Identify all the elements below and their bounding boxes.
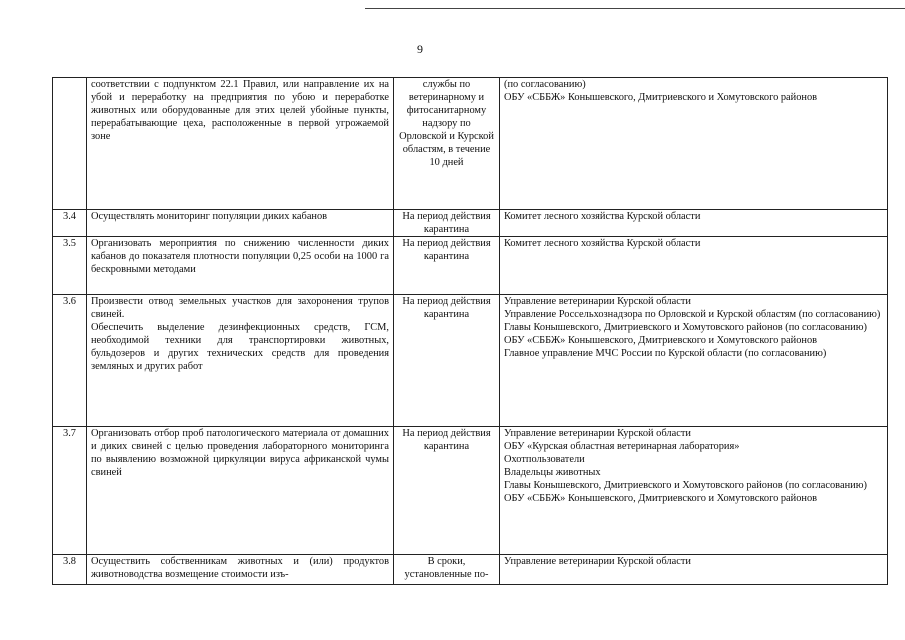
measures-table bbox=[52, 77, 888, 585]
action-cell bbox=[87, 555, 394, 585]
responsible-line: Главное управление МЧС России по Курской области (по согласованию) bbox=[504, 348, 827, 359]
responsible-line: Охотпользователи bbox=[504, 454, 585, 465]
responsible-line: Главы Конышевского, Дмитриевского и Хомутовского районов (по согласованию) bbox=[504, 480, 867, 491]
action-text: Организовать отбор проб патологического материала от домашних и диких свиней с целью проведения лабораторного мониторинга по выявлению возможной циркуляции вируса африканской чумы свиней bbox=[91, 428, 389, 478]
page-number: 9 bbox=[417, 42, 423, 56]
term-cell: На период действия карантина bbox=[394, 237, 500, 295]
action-text: Организовать мероприятия по снижению численности диких кабанов до показателя плотности популяции 0,25 особи на 1000 га бескровными методами bbox=[91, 238, 389, 275]
responsible-cell bbox=[500, 295, 888, 427]
table-row bbox=[53, 555, 888, 585]
responsible-cell bbox=[500, 210, 888, 237]
action-cell bbox=[87, 78, 394, 210]
table-row bbox=[53, 295, 888, 427]
action-text: соответствии с подпунктом 22.1 Правил, или направление их на убой и переработку на предприятия по убою и переработке животных или оборудованные для этих целей убойные пункты, перерабатывающие цеха, расположенные в первой угрожаемой зоне bbox=[91, 79, 389, 142]
row-number bbox=[53, 78, 87, 210]
row-number: 3.7 bbox=[53, 427, 87, 555]
term-cell: На период действия карантина bbox=[394, 210, 500, 237]
row-number: 3.8 bbox=[53, 555, 87, 585]
responsible-line: Управление ветеринарии Курской области bbox=[504, 296, 691, 307]
responsible-line: Управление ветеринарии Курской области bbox=[504, 428, 691, 439]
action-text: Обеспечить выделение дезинфекционных средств, ГСМ, необходимой техники для транспортировки животных, бульдозеров и других технических средств для проведения земляных и других работ bbox=[91, 322, 389, 372]
responsible-line: Управление Россельхознадзора по Орловской и Курской областям (по согласованию) bbox=[504, 309, 881, 320]
action-text: Осуществить собственникам животных и (или) продуктов животноводства возмещение стоимости изъ- bbox=[91, 556, 389, 580]
responsible-line: Управление ветеринарии Курской области bbox=[504, 556, 691, 567]
action-text: Осуществлять мониторинг популяции диких кабанов bbox=[91, 211, 328, 222]
responsible-line: Комитет лесного хозяйства Курской области bbox=[504, 238, 701, 249]
table-row bbox=[53, 210, 888, 237]
action-text: Произвести отвод земельных участков для захоронения трупов свиней. bbox=[91, 296, 389, 320]
responsible-cell bbox=[500, 237, 888, 295]
responsible-cell bbox=[500, 427, 888, 555]
term-cell: На период действия карантина bbox=[394, 427, 500, 555]
term-cell: службы по ветеринарному и фитосанитарному надзору по Орловской и Курской областям, в течение 10 дней bbox=[394, 78, 500, 210]
responsible-line: Владельцы животных bbox=[504, 467, 601, 478]
table-row bbox=[53, 237, 888, 295]
responsible-cell bbox=[500, 78, 888, 210]
responsible-line: ОБУ «СББЖ» Конышевского, Дмитриевского и Хомутовского районов bbox=[504, 493, 818, 504]
action-cell bbox=[87, 427, 394, 555]
row-number: 3.4 bbox=[53, 210, 87, 237]
table-row bbox=[53, 78, 888, 210]
term-cell: На период действия карантина bbox=[394, 295, 500, 427]
row-number: 3.6 bbox=[53, 295, 87, 427]
action-cell bbox=[87, 237, 394, 295]
responsible-line: Главы Конышевского, Дмитриевского и Хомутовского районов (по согласованию) bbox=[504, 322, 867, 333]
action-cell bbox=[87, 295, 394, 427]
row-number: 3.5 bbox=[53, 237, 87, 295]
header-rule bbox=[365, 8, 905, 9]
responsible-line: ОБУ «СББЖ» Конышевского, Дмитриевского и Хомутовского районов bbox=[504, 92, 818, 103]
term-cell: В сроки, установленные по- bbox=[394, 555, 500, 585]
responsible-line: Комитет лесного хозяйства Курской области bbox=[504, 211, 701, 222]
action-cell bbox=[87, 210, 394, 237]
table-row bbox=[53, 427, 888, 555]
responsible-line: ОБУ «СББЖ» Конышевского, Дмитриевского и Хомутовского районов bbox=[504, 335, 818, 346]
responsible-line: (по согласованию) bbox=[504, 79, 586, 90]
responsible-cell bbox=[500, 555, 888, 585]
responsible-line: ОБУ «Курская областная ветеринарная лаборатория» bbox=[504, 441, 740, 452]
